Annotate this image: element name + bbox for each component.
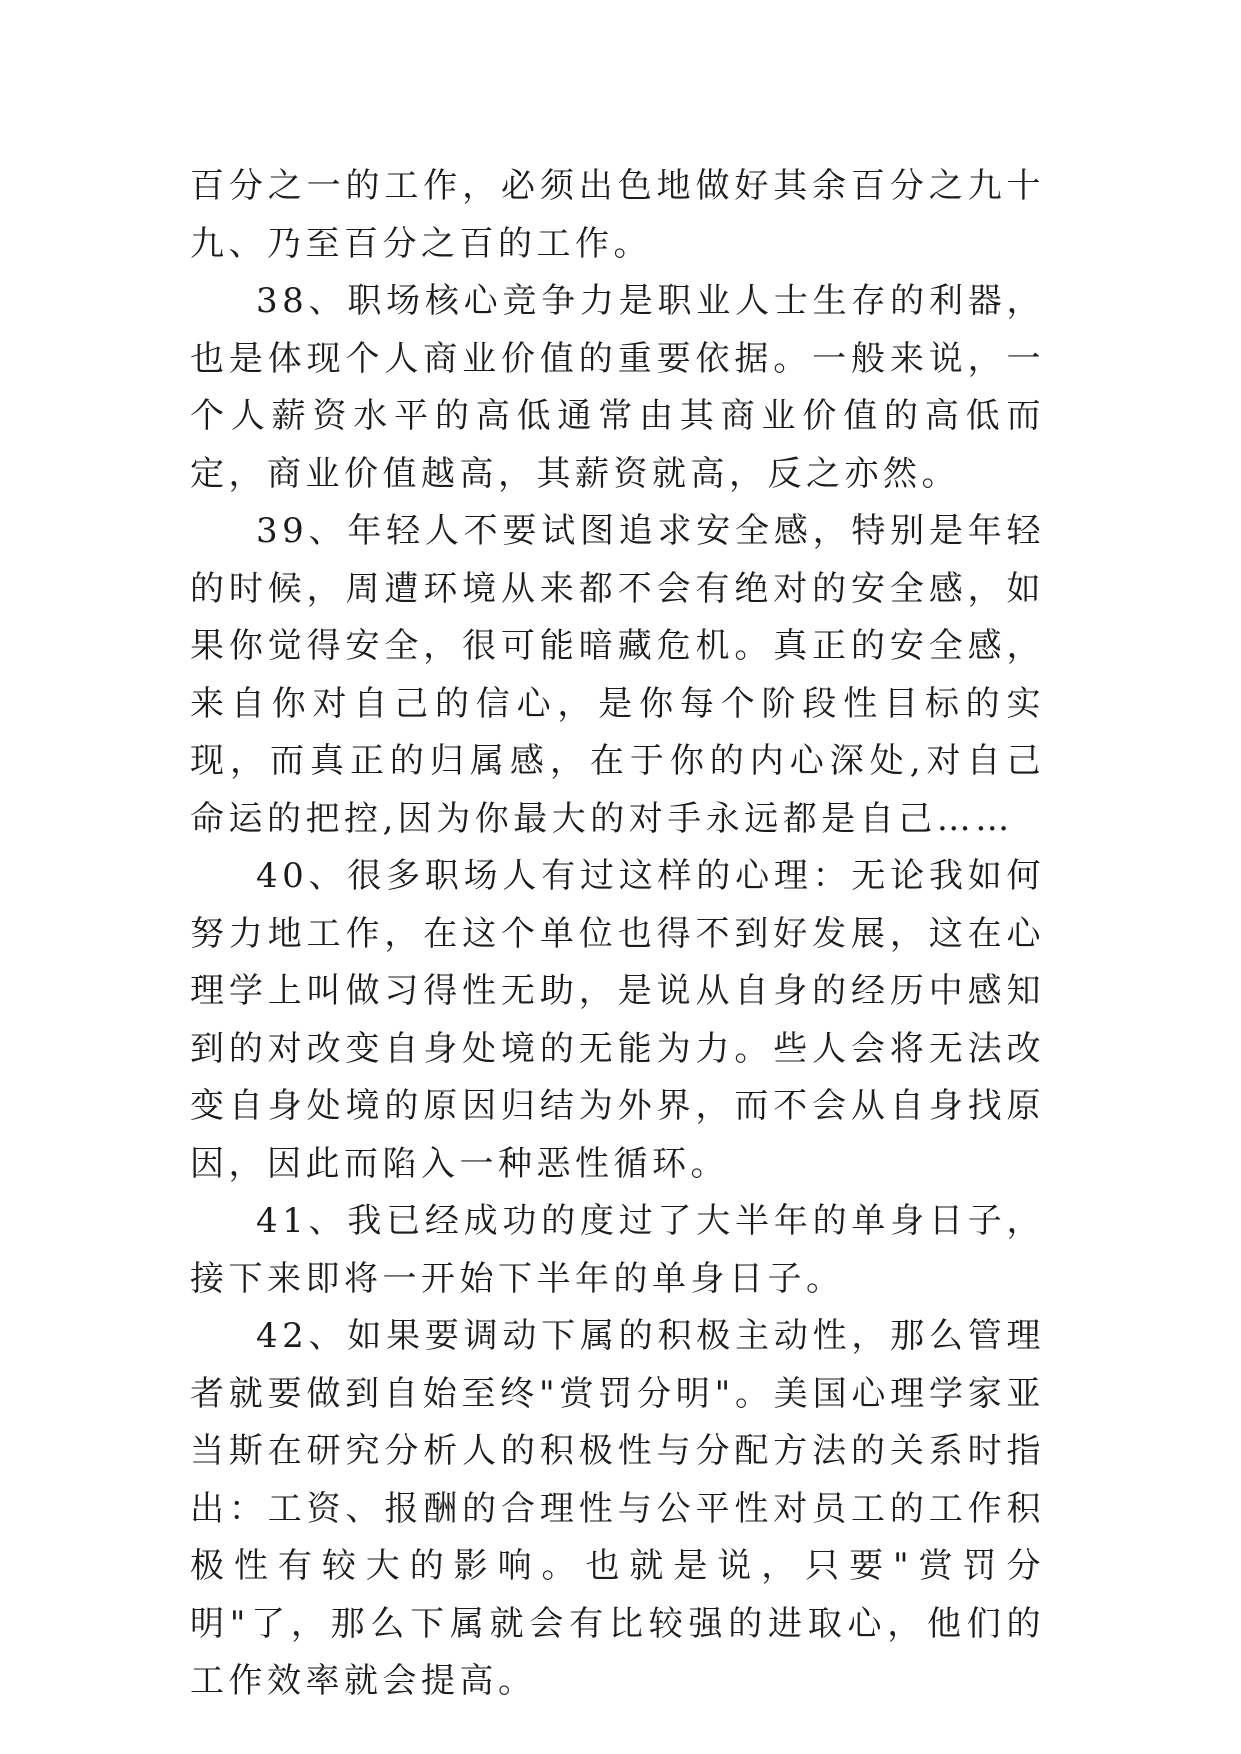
paragraph-continuation: 百分之一的工作，必须出色地做好其余百分之九十九、乃至百分之百的工作。: [190, 166, 1045, 264]
paragraph-38: 38、职场核心竞争力是职业人士生存的利器，也是体现个人商业价值的重要依据。一般来说，一个人薪资水平的高低通常由其商业价值的高低而定，商业价值越高，其薪资就高，反之亦然。: [190, 281, 1045, 494]
paragraph-40: 40、很多职场人有过这样的心理：无论我如何努力地工作，在这个单位也得不到好发展，这在心理学上叫做习得性无助，是说从自身的经历中感知到的对改变自身处境的无能为力。些人会将无法改变自身处境的原因归结为外界，而不会从自身找原因，因此而陷入一种恶性循环。: [190, 856, 1045, 1184]
paragraph-39: 39、年轻人不要试图追求安全感，特别是年轻的时候，周遭环境从来都不会有绝对的安全感，如果你觉得安全，很可能暗藏危机。真正的安全感，来自你对自己的信心，是你每个阶段性目标的实现，而真正的归属感，在于你的内心深处,对自己命运的把控,因为你最大的对手永远都是自己……: [190, 511, 1045, 839]
paragraph-41: 41、我已经成功的度过了大半年的单身日子，接下来即将一开始下半年的单身日子。: [190, 1201, 1045, 1299]
paragraph-42: 42、如果要调动下属的积极主动性，那么管理者就要做到自始至终"赏罚分明"。美国心理学家亚当斯在研究分析人的积极性与分配方法的关系时指出：工资、报酬的合理性与公平性对员工的工作积极性有较大的影响。也就是说，只要"赏罚分明"了，那么下属就会有比较强的进取心，他们的工作效率就会提高。: [190, 1316, 1045, 1701]
document-body: [190, 158, 1045, 1711]
